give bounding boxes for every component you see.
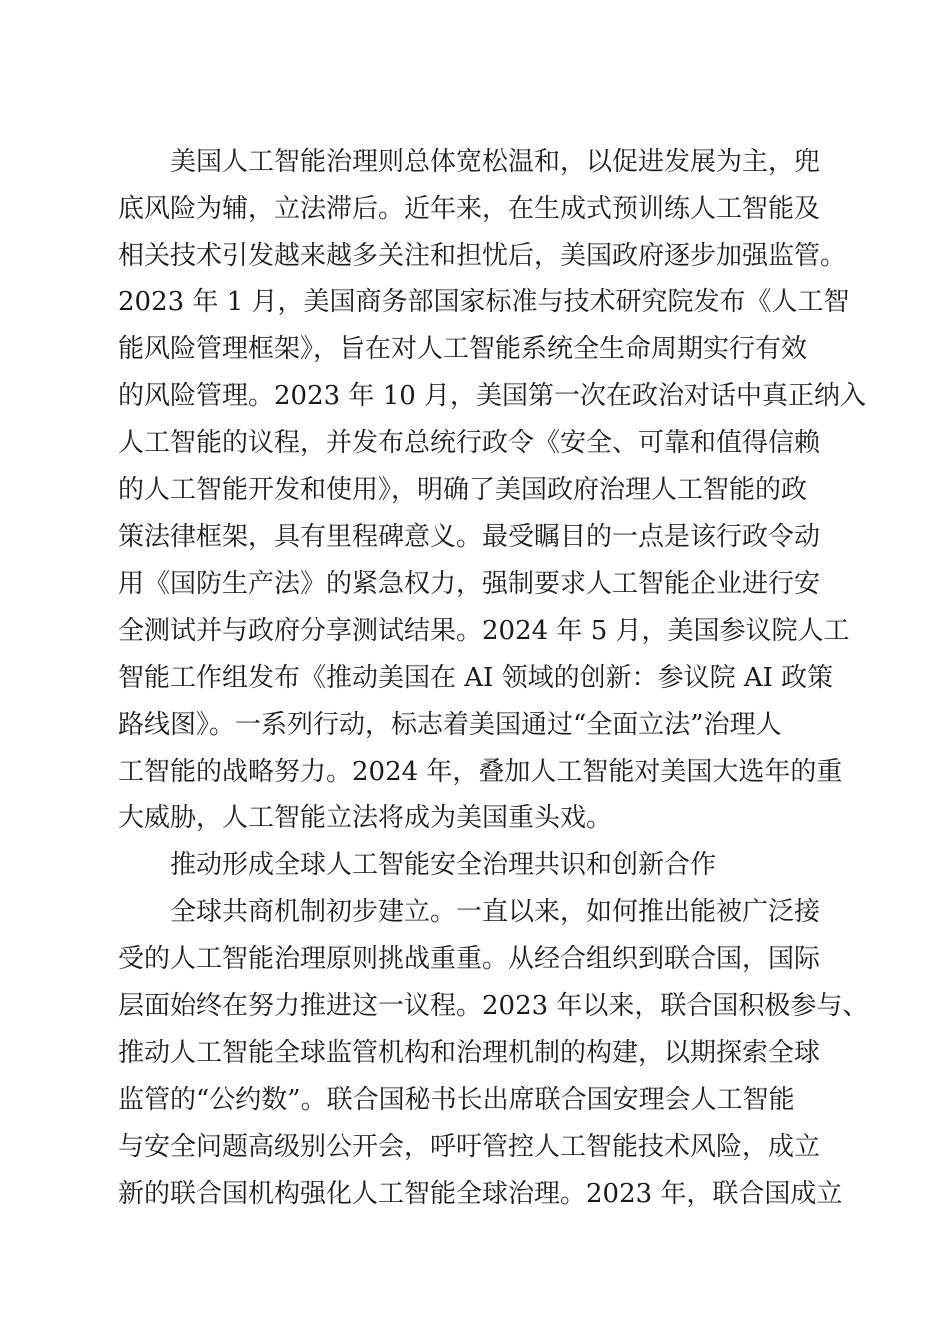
paragraph-line: 监管的“公约数”。联合国秘书长出席联合国安理会人工智能 — [118, 1085, 795, 1115]
paragraph-line: 新的联合国机构强化人工智能全球治理。2023 年，联合国成立 — [118, 1179, 843, 1209]
paragraph-line: 路线图》。一系列行动，标志着美国通过“全面立法”治理人 — [118, 710, 782, 740]
paragraph-line: 的风险管理。2023 年 10 月，美国第一次在政治对话中真正纳入 — [118, 381, 867, 411]
paragraph-line: 全测试并与政府分享测试结果。2024 年 5 月，美国参议院人工 — [118, 616, 850, 646]
section-heading: 推动形成全球人工智能安全治理共识和创新合作 — [170, 850, 717, 880]
paragraph-line: 2023 年 1 月，美国商务部国家标准与技术研究院发布《人工智 — [118, 287, 850, 317]
paragraph-line: 用《国防生产法》的紧急权力，强制要求人工智能企业进行安 — [118, 569, 821, 599]
paragraph-line: 能风险管理框架》，旨在对人工智能系统全生命周期实行有效 — [118, 334, 808, 364]
paragraph-line: 推动人工智能全球监管机构和治理机制的构建，以期探索全球 — [118, 1038, 821, 1068]
paragraph-line: 策法律框架，具有里程碑意义。最受瞩目的一点是该行政令动 — [118, 522, 821, 552]
paragraph-line: 与安全问题高级别公开会，呼吁管控人工智能技术风险，成立 — [118, 1132, 821, 1162]
paragraph-line: 受的人工智能治理原则挑战重重。从经合组织到联合国，国际 — [118, 944, 821, 974]
paragraph-line: 全球共商机制初步建立。一直以来，如何推出能被广泛接 — [170, 897, 821, 927]
paragraph-line: 智能工作组发布《推动美国在 AI 领域的创新：参议院 AI 政策 — [118, 663, 834, 693]
paragraph-line: 大威胁，人工智能立法将成为美国重头戏。 — [118, 803, 613, 833]
paragraph-line: 层面始终在努力推进这一议程。2023 年以来，联合国积极参与、 — [118, 991, 869, 1021]
paragraph-line: 相关技术引发越来越多关注和担忧后，美国政府逐步加强监管。 — [118, 241, 847, 271]
paragraph-line: 人工智能的议程，并发布总统行政令《安全、可靠和值得信赖 — [118, 428, 821, 458]
paragraph-line: 底风险为辅，立法滞后。近年来，在生成式预训练人工智能及 — [118, 194, 821, 224]
paragraph-line: 美国人工智能治理则总体宽松温和，以促进发展为主，兜 — [170, 147, 821, 177]
paragraph-line: 的人工智能开发和使用》，明确了美国政府治理人工智能的政 — [118, 475, 808, 505]
paragraph-line: 工智能的战略努力。2024 年，叠加人工智能对美国大选年的重 — [118, 757, 843, 787]
